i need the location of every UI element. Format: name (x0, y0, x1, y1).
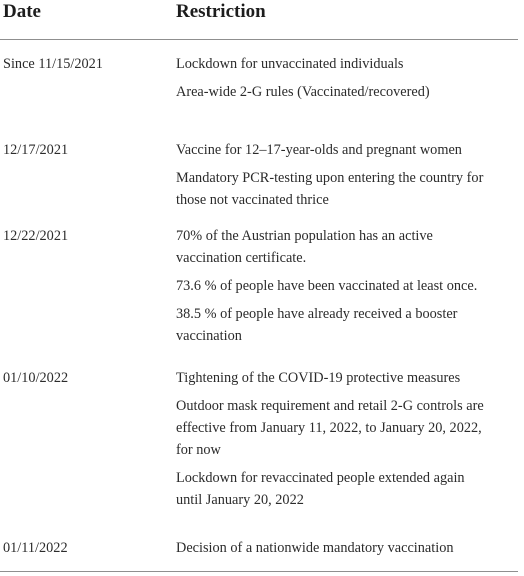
restriction-line: effective from January 11, 2022, to January 20, 2022, (176, 420, 482, 436)
row-restrictions (176, 225, 516, 347)
row-restrictions (176, 367, 516, 511)
table-bottom-rule (0, 571, 518, 572)
header-divider (0, 39, 518, 40)
row-date: 12/17/2021 (3, 142, 69, 158)
restriction-line: Outdoor mask requirement and retail 2-G controls are (176, 398, 484, 414)
restriction-line: Mandatory PCR-testing upon entering the country for (176, 170, 484, 186)
restriction-line: for now (176, 442, 221, 458)
row-date: Since 11/15/2021 (3, 56, 103, 72)
restriction-line: those not vaccinated thrice (176, 192, 329, 208)
row-restrictions (176, 537, 516, 559)
restriction-line: 38.5 % of people have already received a booster (176, 306, 458, 322)
restriction-line: Vaccine for 12–17-year-olds and pregnant women (176, 142, 462, 158)
restriction-column-header: Restriction (176, 1, 266, 22)
restriction-line: 73.6 % of people have been vaccinated at least once. (176, 278, 478, 294)
restriction-line: vaccination certificate. (176, 250, 307, 266)
row-restrictions (176, 53, 516, 103)
row-date: 01/10/2022 (3, 370, 69, 386)
row-date: 01/11/2022 (3, 540, 68, 556)
restriction-line: Area-wide 2-G rules (Vaccinated/recovered) (176, 84, 430, 100)
restriction-line: Decision of a nationwide mandatory vaccination (176, 540, 454, 556)
row-date: 12/22/2021 (3, 228, 69, 244)
restriction-line: Tightening of the COVID-19 protective measures (176, 370, 461, 386)
restriction-line: Lockdown for revaccinated people extended again (176, 470, 465, 486)
restriction-line: until January 20, 2022 (176, 492, 304, 508)
restriction-line: vaccination (176, 328, 242, 344)
row-restrictions (176, 139, 516, 211)
date-column-header: Date (3, 1, 41, 22)
table-header (0, 0, 524, 40)
restriction-line: Lockdown for unvaccinated individuals (176, 56, 404, 72)
restriction-line: 70% of the Austrian population has an active (176, 228, 433, 244)
